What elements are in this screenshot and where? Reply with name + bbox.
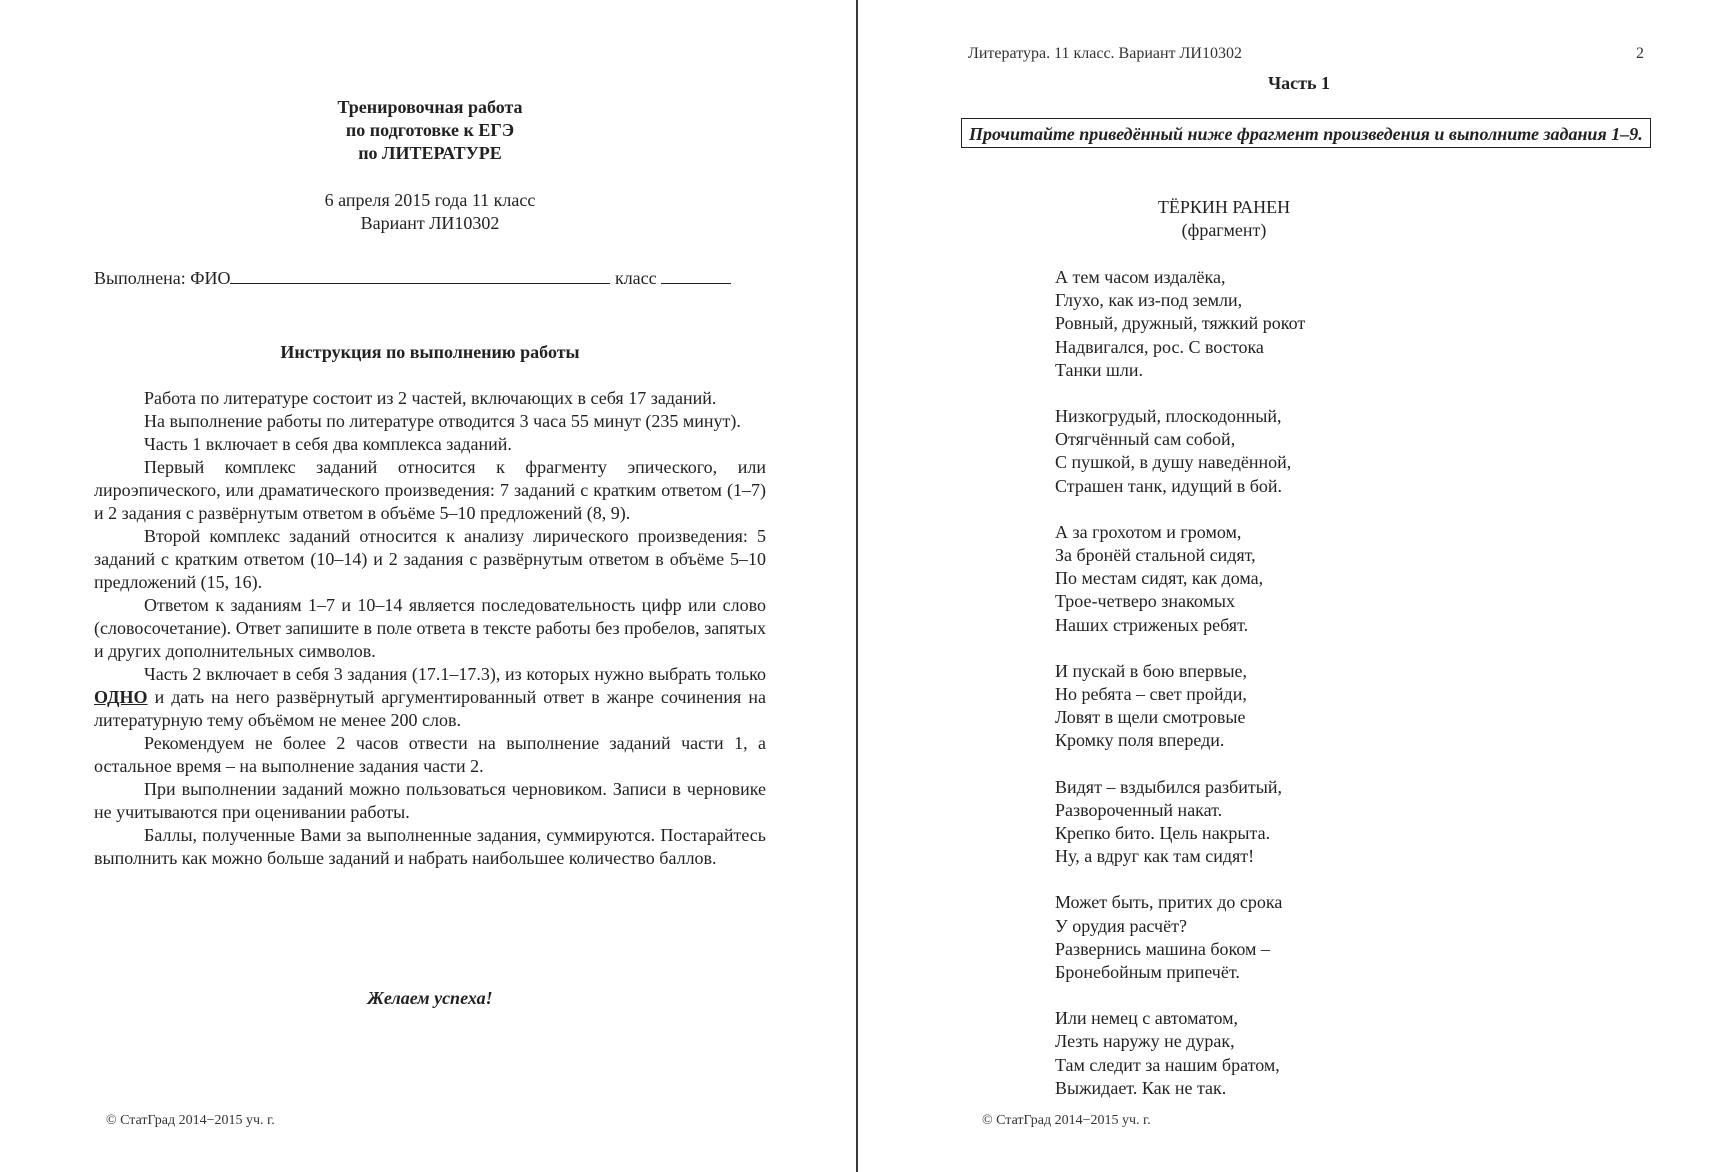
poem-stanza: [1055, 266, 1305, 382]
poem-line: Низкогрудый, плоскодонный,: [1055, 406, 1282, 427]
poem-line: Или немец с автоматом,: [1055, 1008, 1239, 1029]
poem-line: По местам сидят, как дома,: [1055, 568, 1264, 589]
poem-line: Ну, а вдруг как там сидят!: [1055, 846, 1255, 867]
poem-line: Наших стриженых ребят.: [1055, 614, 1249, 635]
poem-heading: [1009, 196, 1439, 242]
poem-line: Страшен танк, идущий в бой.: [1055, 475, 1282, 496]
page-number: 2: [1636, 45, 1644, 62]
poem-line: За бронёй стальной сидят,: [1055, 545, 1256, 566]
poem-line: У орудия расчёт?: [1055, 915, 1187, 936]
title-line: по ЛИТЕРАТУРЕ: [358, 143, 502, 163]
page-divider: [856, 0, 858, 1172]
poem-line: А тем часом издалёка,: [1055, 267, 1226, 287]
poem-line: А за грохотом и громом,: [1055, 521, 1242, 542]
instruction-paragraph: На выполнение работы по литературе отводится 3 часа 55 минут (235 минут).: [144, 411, 741, 431]
fio-blank-field[interactable]: [230, 265, 610, 284]
wish-text: Желаем успеха!: [367, 988, 493, 1008]
instruction-paragraph: Рекомендуем не более 2 часов отвести на выполнение заданий части 1, а остальное время – на выполнение задания части 2.: [94, 733, 766, 776]
poem-stanza: [1055, 776, 1305, 869]
date-variant-block: [94, 189, 766, 235]
footer-copyright-left: © СтатГрад 2014−2015 уч. г.: [106, 1113, 275, 1128]
poem-stanza: [1055, 405, 1305, 498]
part2-text-after: и дать на него развёрнутый аргументированный ответ в жанре сочинения на литературную тему объёмом не менее 200 слов.: [94, 687, 766, 730]
date-line: 6 апреля 2015 года 11 класс: [324, 190, 536, 210]
poem-line: Надвигался, рос. С востока: [1055, 336, 1264, 357]
instruction-paragraph: Работа по литературе состоит из 2 частей, включающих в себя 17 заданий.: [144, 388, 717, 408]
poem-line: Видят – вздыбился разбитый,: [1055, 776, 1283, 797]
poem-line: Развернись машина боком –: [1055, 938, 1270, 959]
task-instruction-box: Прочитайте приведённый ниже фрагмент произведения и выполните задания 1–9.: [961, 118, 1651, 148]
instruction-paragraph: При выполнении заданий можно пользоваться черновиком. Записи в черновике не учитываются при оценивании работы.: [94, 779, 766, 822]
poem-line: Лезть наружу не дурак,: [1055, 1031, 1235, 1052]
footer-copyright-right: © СтатГрад 2014−2015 уч. г.: [982, 1113, 1151, 1128]
poem-line: Ровный, дружный, тяжкий рокот: [1055, 313, 1306, 334]
poem-line: Бронебойным припечёт.: [1055, 962, 1240, 983]
poem-line: С пушкой, в душу наведённой,: [1055, 452, 1292, 473]
poem-line: Развороченный накат.: [1055, 799, 1223, 820]
poem-line: И пускай в бою впервые,: [1055, 660, 1248, 681]
instruction-paragraph: Ответом к заданиям 1–7 и 10–14 является последовательность цифр или слово (словосочетание). Ответ запишите в поле ответа в тексте работы без пробелов, запятых и других дополнительных символов.: [94, 595, 766, 661]
instruction-paragraph-part2: [94, 663, 766, 732]
class-blank-field[interactable]: [661, 265, 731, 284]
instruction-body: [94, 387, 766, 870]
instruction-paragraph: Первый комплекс заданий относится к фрагменту эпического, или лироэпического, или драматического произведения: 7 заданий с кратким ответом (1–7) и 2 задания с развёрнутым ответом в объёме 5–10 предложений (8, 9).: [94, 457, 766, 523]
instruction-title: Инструкция по выполнению работы: [280, 342, 580, 362]
poem-line: Выжидает. Как не так.: [1055, 1077, 1227, 1098]
poem-line: Отягчённый сам собой,: [1055, 429, 1236, 450]
class-label: класс: [614, 268, 657, 288]
poem-line: Ловят в щели смотровые: [1055, 707, 1246, 728]
poem-line: Кромку поля впереди.: [1055, 730, 1225, 751]
part2-emphasis: ОДНО: [94, 687, 148, 707]
poem-line: Там следит за нашим братом,: [1055, 1054, 1280, 1075]
fio-label: Выполнена: ФИО: [94, 268, 231, 288]
instruction-paragraph: Баллы, полученные Вами за выполненные задания, суммируются. Постарайтесь выполнить как можно больше заданий и набрать наибольшее количество баллов.: [94, 825, 766, 868]
variant-line: Вариант ЛИ10302: [360, 213, 500, 233]
poem-line: Но ребята – свет пройди,: [1055, 684, 1247, 705]
running-header: Литература. 11 класс. Вариант ЛИ10302: [968, 45, 1242, 62]
title-line: по подготовке к ЕГЭ: [345, 120, 515, 140]
poem-line: Танки шли.: [1055, 359, 1144, 380]
document-title: [94, 96, 766, 165]
poem-line: Глухо, как из-под земли,: [1055, 290, 1243, 311]
poem-subtitle: (фрагмент): [1181, 220, 1267, 240]
instruction-paragraph: Второй комплекс заданий относится к анализу лирического произведения: 5 заданий с кратким ответом (10–14) и 2 задания с развёрнутым ответом в объёме 5–10 предложений (15, 16).: [94, 526, 766, 592]
poem-line: Трое-четверо знакомых: [1055, 591, 1236, 612]
title-line: Тренировочная работа: [337, 97, 523, 117]
poem-stanza: [1055, 660, 1305, 753]
poem-title: ТЁРКИН РАНЕН: [1157, 197, 1291, 217]
poem-stanza: [1055, 521, 1305, 637]
instruction-paragraph: Часть 1 включает в себя два комплекса заданий.: [144, 434, 512, 454]
poem-stanza: [1055, 1007, 1305, 1100]
fio-line: [94, 265, 731, 290]
right-page: [859, 0, 1714, 1172]
poem-stanza: [1055, 891, 1305, 984]
part2-text-before: Часть 2 включает в себя 3 задания (17.1–17.3), из которых нужно выбрать только: [144, 664, 766, 684]
part-title: Часть 1: [1267, 73, 1331, 93]
poem-line: Крепко бито. Цель накрыта.: [1055, 823, 1271, 844]
left-page: [0, 0, 856, 1172]
poem-text: [1055, 266, 1305, 1123]
poem-line: Может быть, притих до срока: [1055, 892, 1283, 913]
